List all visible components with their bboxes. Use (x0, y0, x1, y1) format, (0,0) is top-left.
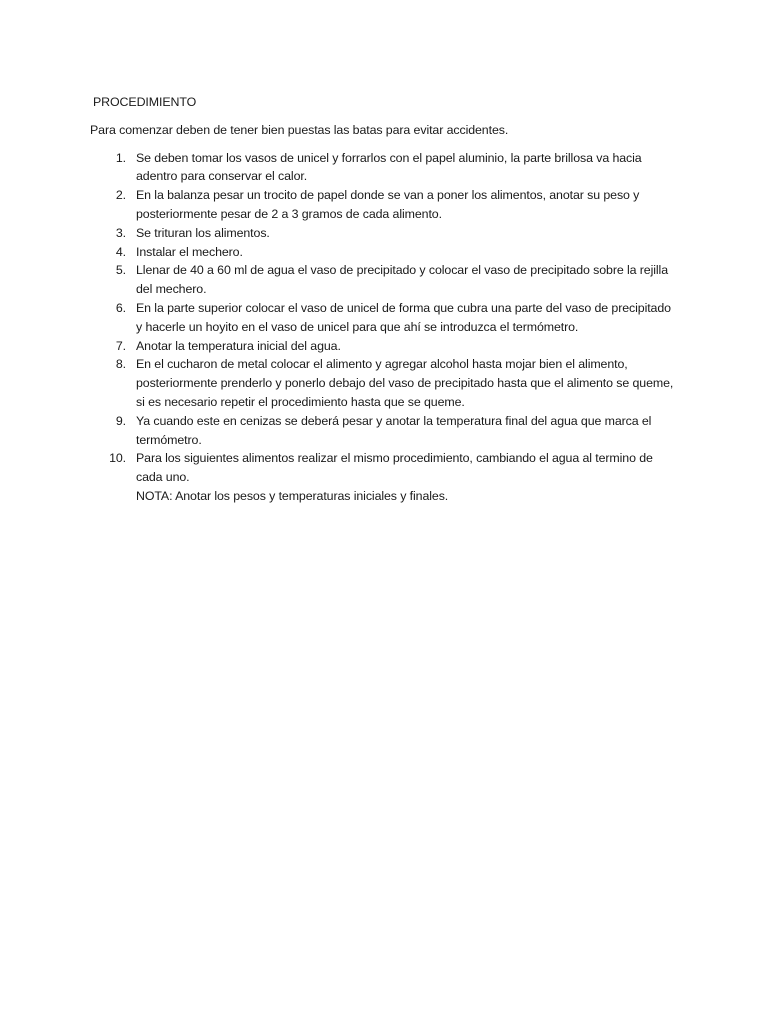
procedure-step-7 (90, 337, 680, 356)
document-content (90, 93, 680, 506)
step-text: Ya cuando este en cenizas se deberá pesar y anotar la temperatura final del agua que marca el termómetro. (136, 413, 652, 447)
step-text: Anotar la temperatura inicial del agua. (136, 338, 341, 353)
step-number: 5. (115, 263, 126, 278)
procedure-step-10 (90, 449, 680, 505)
procedure-step-5 (90, 261, 680, 299)
step-number: 9. (115, 413, 126, 428)
intro-paragraph: Para comenzar deben de tener bien puestas las batas para evitar accidentes. (90, 122, 509, 137)
step-text: En el cucharon de metal colocar el alimento y agregar alcohol hasta mojar bien el alimento, posteriormente prenderlo y ponerlo debajo del vaso de precipitado hasta que el alimento se queme, si es necesario repetir el procedimiento hasta que se queme. (136, 357, 674, 409)
step-number: 1. (115, 150, 126, 165)
step-number: 7. (115, 338, 126, 353)
procedure-step-3 (90, 224, 680, 243)
procedure-step-6 (90, 299, 680, 337)
step-text: En la parte superior colocar el vaso de unicel de forma que cubra una parte del vaso de precipitado y hacerle un hoyito en el vaso de unicel para que ahí se introduzca el termómetro. (136, 300, 671, 334)
procedure-step-2 (90, 186, 680, 224)
procedure-step-8 (90, 355, 680, 411)
procedure-step-9 (90, 412, 680, 450)
step-number: 6. (115, 300, 126, 315)
step-text: En la balanza pesar un trocito de papel donde se van a poner los alimentos, anotar su peso y posteriormente pesar de 2 a 3 gramos de cada alimento. (136, 188, 640, 221)
procedure-note: NOTA: Anotar los pesos y temperaturas iniciales y finales. (136, 488, 449, 503)
step-text: Se trituran los alimentos. (136, 225, 270, 240)
procedure-step-4 (90, 243, 680, 262)
step-number: 3. (115, 225, 126, 240)
step-number: 8. (115, 357, 126, 372)
section-heading: PROCEDIMIENTO (93, 95, 197, 109)
step-text: Instalar el mechero. (136, 244, 243, 259)
step-text: Llenar de 40 a 60 ml de agua el vaso de precipitado y colocar el vaso de precipitado sobre la rejilla del mechero. (136, 263, 668, 297)
procedure-steps-list (90, 149, 680, 506)
step-number: 10. (109, 451, 126, 466)
step-number: 2. (115, 188, 126, 203)
step-number: 4. (115, 244, 126, 259)
procedure-step-1 (90, 149, 680, 187)
step-text: Se deben tomar los vasos de unicel y forrarlos con el papel aluminio, la parte brillosa va hacia adentro para conservar el calor. (136, 150, 642, 184)
step-text: Para los siguientes alimentos realizar el mismo procedimiento, cambiando el agua al termino de cada uno. (136, 451, 653, 485)
